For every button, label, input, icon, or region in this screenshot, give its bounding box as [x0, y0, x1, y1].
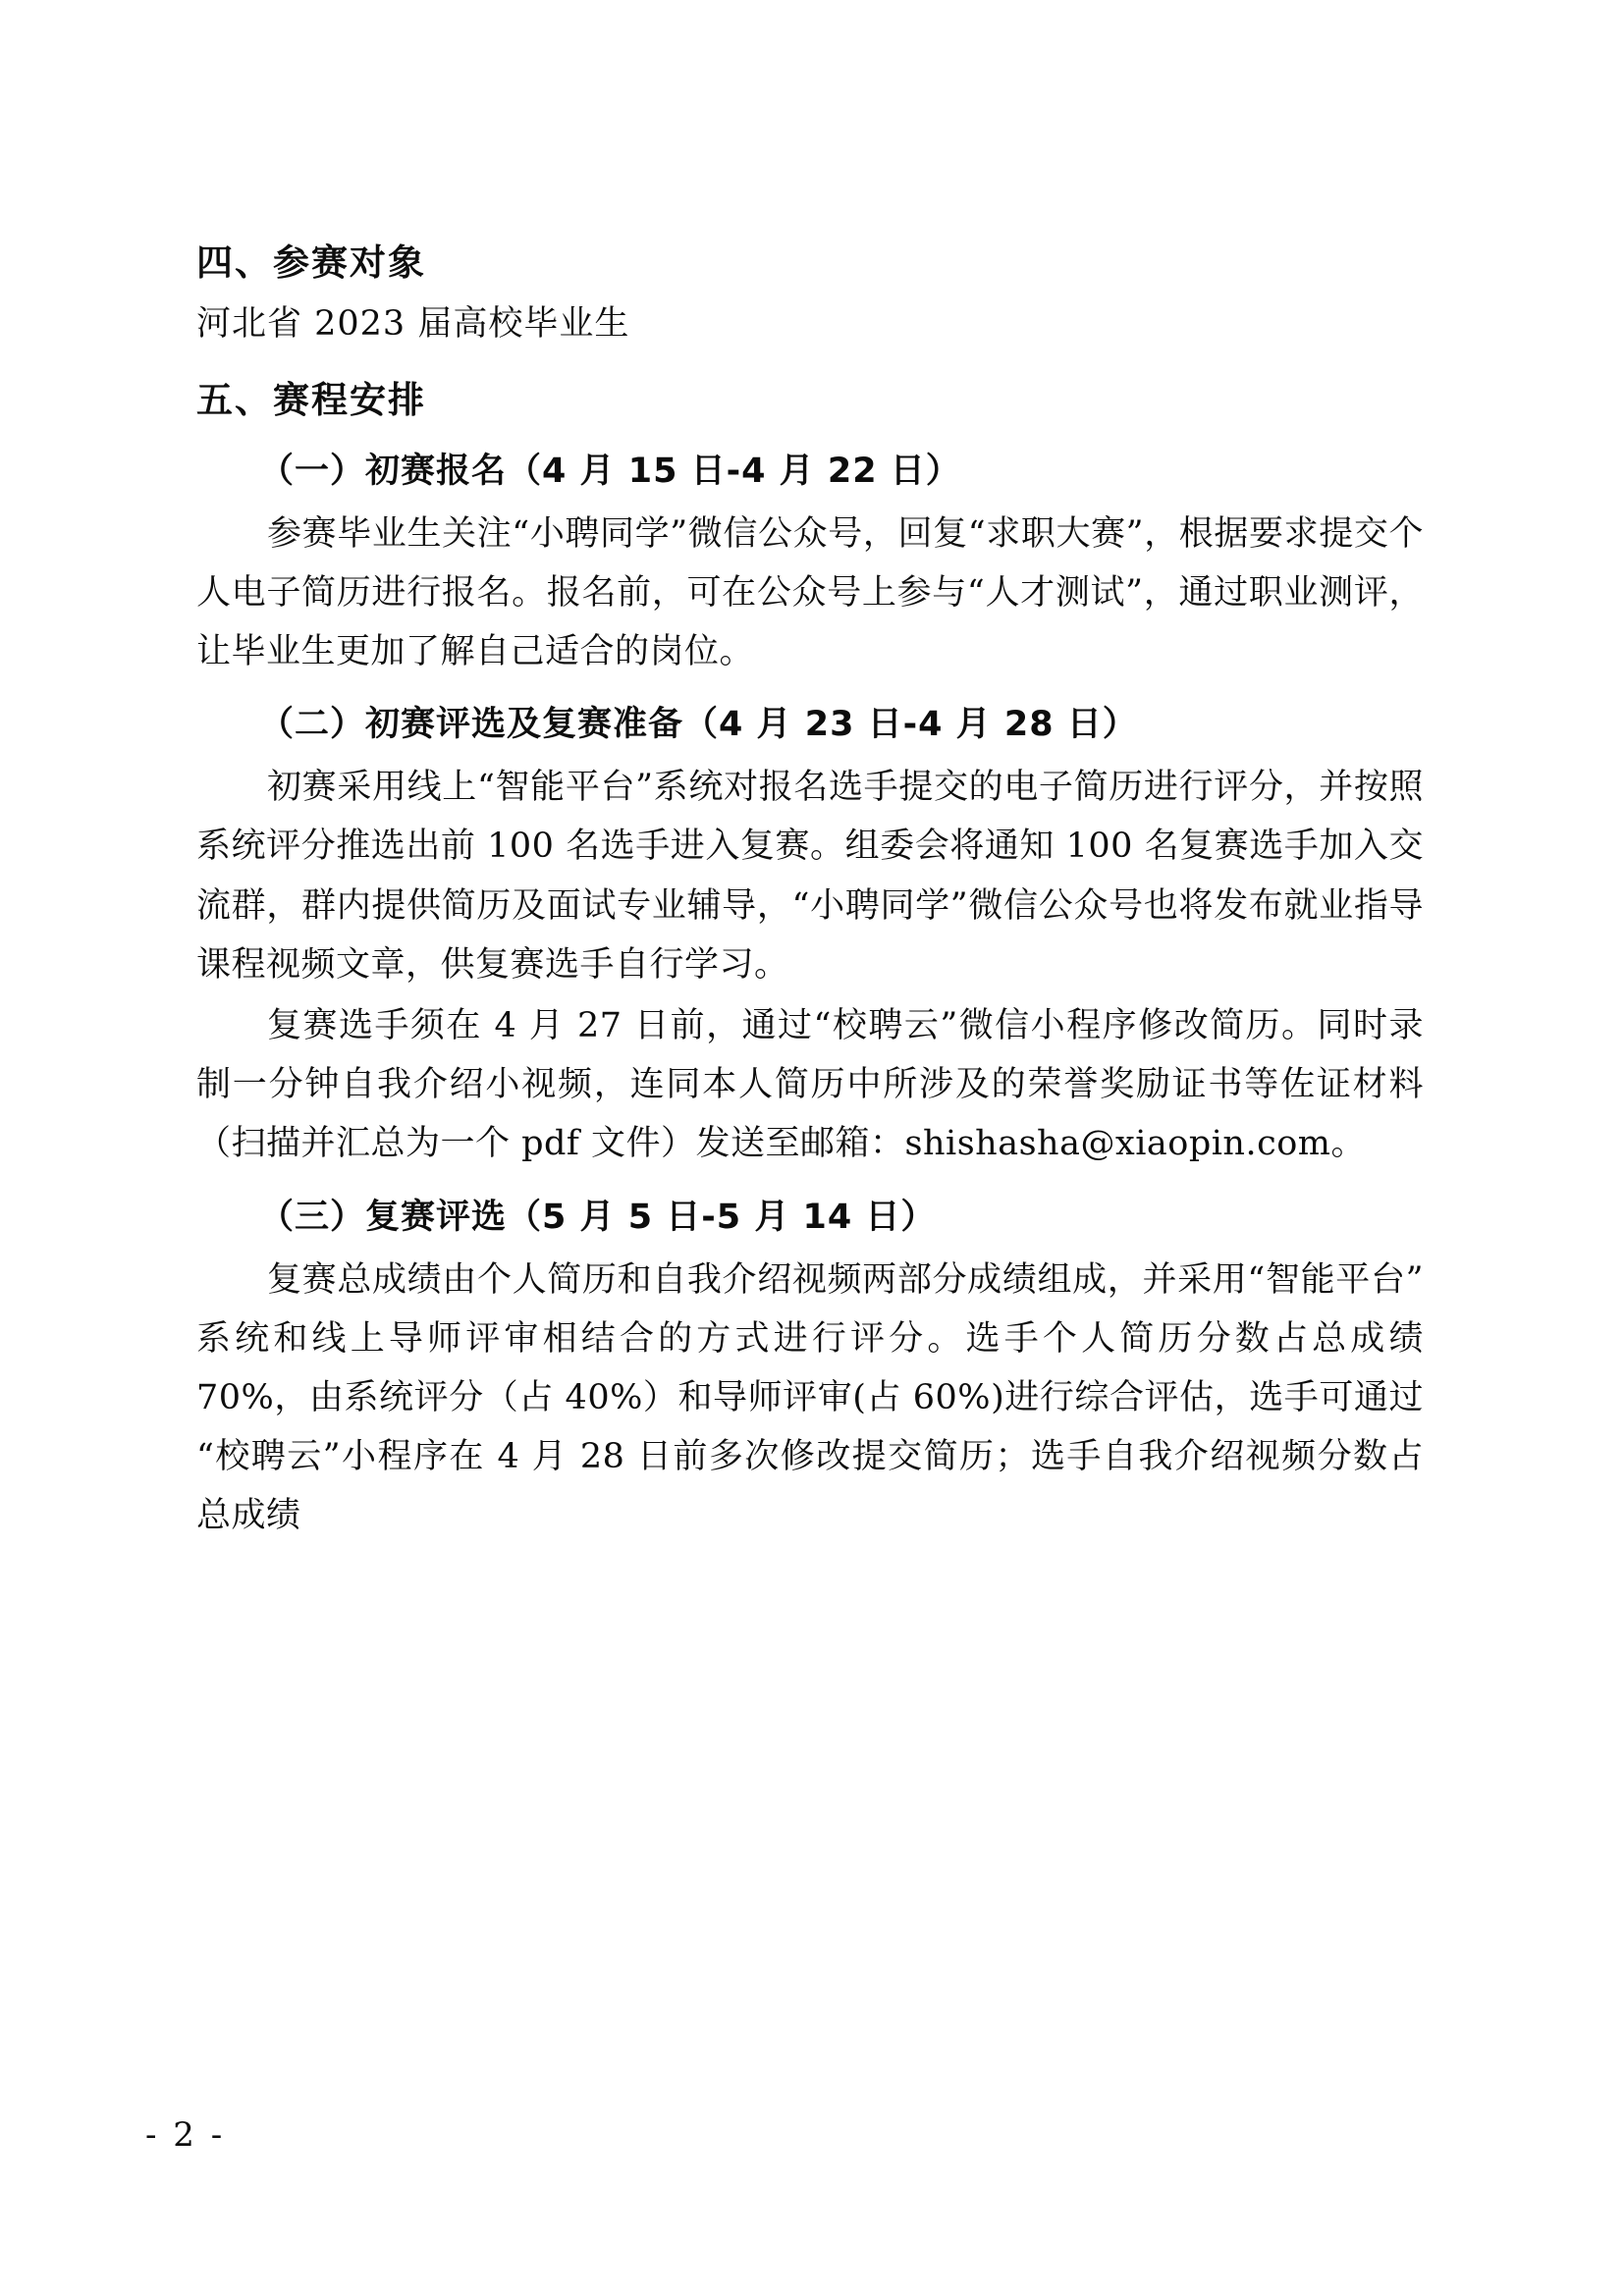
- page-number: - 2 -: [145, 2115, 226, 2155]
- section-text-participants: 河北省 2023 届高校毕业生: [196, 303, 630, 344]
- document-body: [196, 236, 1424, 1546]
- section-heading-schedule: 五、赛程安排: [196, 379, 426, 422]
- paragraph-preliminary-review: 初赛采用线上“智能平台”系统对报名选手提交的电子简历进行评分，并按照系统评分推选出前 100 名选手进入复赛。组委会将通知 100 名复赛选手加入交流群，群内提供简历及面试专业辅导，“小聘同学”微信公众号也将发布就业指导课程视频文章，供复赛选手自行学习。: [196, 768, 1424, 985]
- subsection-heading-preliminary-review: （二）初赛评选及复赛准备（4 月 23 日-4 月 28 日）: [259, 705, 1138, 745]
- paragraph-semifinal-review: 复赛总成绩由个人简历和自我介绍视频两部分成绩组成，并采用“智能平台”系统和线上导师评审相结合的方式进行评分。选手个人简历分数占总成绩 70%，由系统评分（占 40%）和导师评审(占 60%)进行综合评估，选手可通过“校聘云”小程序在 4 月 28 日前多次修改提交简历；选手自我介绍视频分数占总成绩: [196, 1259, 1424, 1536]
- subsection-heading-semifinal-review: （三）复赛评选（5 月 5 日-5 月 14 日）: [259, 1197, 937, 1237]
- paragraph-semifinal-preparation: 复赛选手须在 4 月 27 日前，通过“校聘云”微信小程序修改简历。同时录制一分钟自我介绍小视频，连同本人简历中所涉及的荣誉奖励证书等佐证材料（扫描并汇总为一个 pdf 文件）发送至邮箱：shishasha@xiaopin.com。: [196, 1006, 1424, 1164]
- section-heading-participants: 四、参赛对象: [196, 241, 426, 284]
- subsection-heading-preliminary-registration: （一）初赛报名（4 月 15 日-4 月 22 日）: [259, 451, 961, 491]
- paragraph-preliminary-registration: 参赛毕业生关注“小聘同学”微信公众号，回复“求职大赛”，根据要求提交个人电子简历进行报名。报名前，可在公众号上参与“人才测试”，通过职业测评，让毕业生更加了解自己适合的岗位。: [196, 513, 1424, 672]
